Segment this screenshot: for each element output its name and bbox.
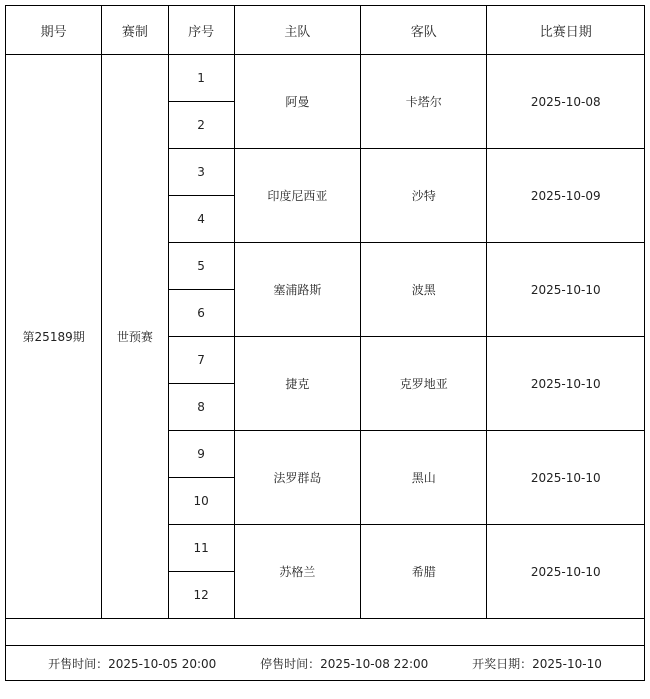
match-date-cell: 2025-10-10 — [487, 431, 645, 525]
seq-cell: 7 — [168, 337, 234, 384]
away-team-cell: 波黑 — [361, 243, 487, 337]
away-team-cell: 希腊 — [361, 525, 487, 619]
match-date-cell: 2025-10-10 — [487, 243, 645, 337]
header-issue: 期号 — [6, 6, 102, 55]
seq-cell: 11 — [168, 525, 234, 572]
header-format: 赛制 — [102, 6, 168, 55]
away-team-cell: 沙特 — [361, 149, 487, 243]
home-team-cell: 捷克 — [234, 337, 360, 431]
home-team-cell: 塞浦路斯 — [234, 243, 360, 337]
seq-cell: 8 — [168, 384, 234, 431]
header-home: 主队 — [234, 6, 360, 55]
draw-date-label: 开奖日期： — [472, 656, 533, 671]
seq-cell: 10 — [168, 478, 234, 525]
draw-date — [472, 655, 602, 672]
match-schedule-table — [5, 5, 645, 681]
seq-cell: 3 — [168, 149, 234, 196]
seq-cell: 1 — [168, 55, 234, 102]
seq-cell: 12 — [168, 572, 234, 619]
home-team-cell: 苏格兰 — [234, 525, 360, 619]
schedule-sheet — [5, 5, 645, 693]
format-cell: 世预赛 — [102, 55, 168, 619]
seq-cell: 6 — [168, 290, 234, 337]
away-team-cell: 克罗地亚 — [361, 337, 487, 431]
sale-stop-label: 停售时间： — [260, 656, 321, 671]
away-team-cell: 卡塔尔 — [361, 55, 487, 149]
match-date-cell: 2025-10-08 — [487, 55, 645, 149]
blank-row — [6, 619, 645, 646]
table-row — [6, 55, 645, 102]
seq-cell: 2 — [168, 102, 234, 149]
draw-date-value: 2025-10-10 — [532, 656, 602, 671]
home-team-cell: 阿曼 — [234, 55, 360, 149]
header-seq: 序号 — [168, 6, 234, 55]
away-team-cell: 黑山 — [361, 431, 487, 525]
home-team-cell: 印度尼西亚 — [234, 149, 360, 243]
footer-row — [6, 646, 645, 681]
match-date-cell: 2025-10-10 — [487, 525, 645, 619]
home-team-cell: 法罗群岛 — [234, 431, 360, 525]
blank-cell — [6, 619, 645, 646]
seq-cell: 9 — [168, 431, 234, 478]
sale-stop-value: 2025-10-08 22:00 — [320, 656, 429, 671]
sale-start-value: 2025-10-05 20:00 — [108, 656, 217, 671]
footer-cell — [6, 646, 645, 681]
header-away: 客队 — [361, 6, 487, 55]
header-date: 比赛日期 — [487, 6, 645, 55]
match-date-cell: 2025-10-10 — [487, 337, 645, 431]
seq-cell: 5 — [168, 243, 234, 290]
sale-start — [48, 655, 216, 672]
sale-stop — [260, 655, 428, 672]
issue-cell: 第25189期 — [6, 55, 102, 619]
seq-cell: 4 — [168, 196, 234, 243]
header-row — [6, 6, 645, 55]
sale-start-label: 开售时间： — [48, 656, 109, 671]
match-date-cell: 2025-10-09 — [487, 149, 645, 243]
